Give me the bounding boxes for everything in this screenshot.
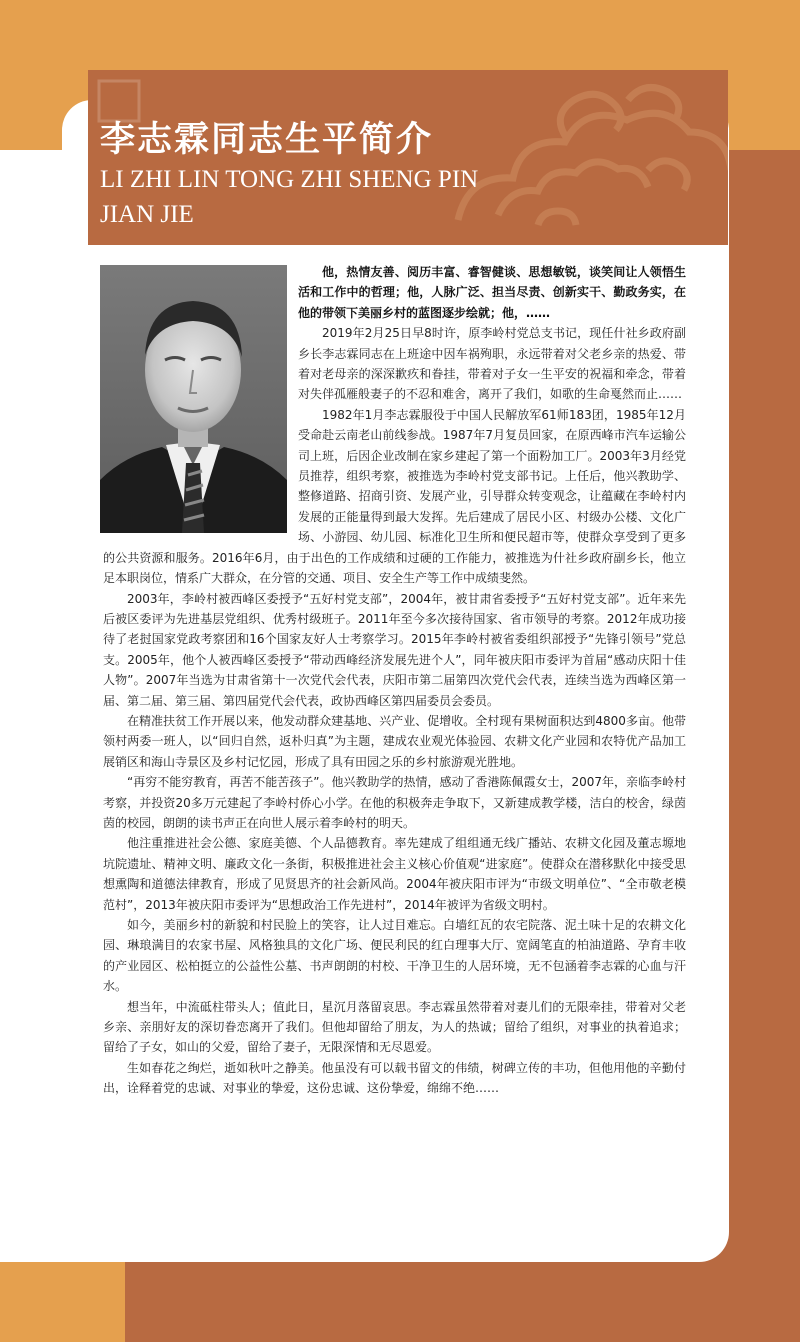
paragraph: 如今，美丽乡村的新貌和村民脸上的笑容，让人过目难忘。白墙红瓦的农宅院落、泥土味十足的农耕文化园、琳琅满目的农家书屋、风格独具的文化广场、便民利民的红白理事大厅、宽阔笔直的柏油道路、孕育丰收的产业园区、松柏挺立的公益性公墓、书声朗朗的村校、干净卫生的人居环境，无不包涵着李志霖的心血与汗水。 — [103, 918, 686, 994]
photo-wrap-space — [103, 262, 298, 532]
background-brown-right — [730, 150, 800, 1342]
paragraph: 他注重推进社会公德、家庭美德、个人品德教育。率先建成了组组通无线广播站、农耕文化园及董志塬地坑院遗址、精神文明、廉政文化一条街，积极推进社会主义核心价值观“进家庭”。使群众在潜移默化中接受思想熏陶和道德法律教育，形成了见贤思齐的社会新风尚。2004年被庆阳市评为“市级文明单位”、“全市敬老模范村”，2013年被庆阳市委评为“思想政治工作先进村”，2014年被评为省级文明村。 — [103, 836, 686, 912]
paragraph: 想当年，中流砥柱带头人；值此日，星沉月落留哀思。李志霖虽然带着对妻儿们的无限牵挂，带着对父老乡亲、亲朋好友的深切眷恋离开了我们。但他却留给了朋友，为人的热诚；留给了组织，对事业的执着追求；留给了子女，如山的父爱，留给了妻子，无限深情和无尽恩爱。 — [103, 999, 686, 1055]
intro-paragraph: 他，热情友善、阅历丰富、睿智健谈、思想敏锐，谈笑间让人领悟生活和工作中的哲理；他，人脉广泛、担当尽责、创新实干、勤政务实，在他的带领下美丽乡村的蓝图逐步绘就；他，…… — [298, 265, 686, 320]
page-title-pinyin: LI ZHI LIN TONG ZHI SHENG PIN JIAN JIE — [100, 166, 479, 228]
background-orange-bottom — [0, 1262, 125, 1342]
biography-article — [103, 262, 686, 1099]
paragraph: 2019年2月25日早8时许，原李岭村党总支书记，现任什社乡政府副乡长李志霖同志在上班途中因车祸殉职，永远带着对父老乡亲的热爱、带着对老母亲的深深歉疚和眷挂，带着对子女一生平安的祝福和牵念，带着对失伴孤雁般妻子的不忍和难舍，离开了我们，如歌的生命戛然而止…… — [298, 326, 686, 402]
paragraph: 生如春花之绚烂，逝如秋叶之静美。他虽没有可以载书留文的伟绩，树碑立传的丰功，但他用他的辛勤付出，诠释着党的忠诚、对事业的挚爱，这份忠诚、这份挚爱，绵绵不绝…… — [103, 1060, 686, 1096]
paragraph: 2003年，李岭村被西峰区委授予“五好村党支部”，2004年，被甘肃省委授予“五好村党支部”。近年来先后被区委评为先进基层党组织、优秀村级班子。2011年至今多次接待国家、省市领导的考察。2012年成功接待了老挝国家党政考察团和16个国家友好人士考察学习。2015年李岭村被省委组织部授予“先锋引领号”党总支。2005年，他个人被西峰区委授予“带动西峰经济发展先进个人”，同年被庆阳市委评为首届“感动庆阳十佳人物”。2007年当选为甘肃省第十一次党代会代表，庆阳市第二届第四次党代会代表，连续当选为西峰区第一届、第二届、第三届、第四届党代会代表，政协西峰区第四届委员会委员。 — [103, 591, 686, 708]
page-title: 李志霖同志生平简介 — [100, 120, 434, 160]
paragraph: 1982年1月李志霖服役于中国人民解放军61师183团，1985年12月受命赴云南老山前线参战。1987年7月复员回家，在原西峰市汽车运输公司上班，后因企业改制在家乡建起了第一个面粉加工厂。2003年3月经党员推荐，组织考察，被推选为李岭村党支部书记。上任后，他兴教助学、整修道路、招商引资、发展产业，引导群众转变观念，让蕴藏在李岭村内发展的正能量得到最大发挥。先后建成了居民小区、村级办公楼、文化广场、小游园、幼儿园、标准化卫生所和便民超市等，使群众享受到了更多的公共资源和服务。2016年6月，由于出色的工作成绩和过硬的工作能力，被推选为什社乡政府副乡长，他立足本职岗位，情系广大群众，在分管的交通、项目、安全生产等工作中成绩斐然。 — [103, 407, 686, 586]
paragraph: 在精准扶贫工作开展以来，他发动群众建基地、兴产业、促增收。全村现有果树面积达到4800多亩。他带领村两委一班人，以“回归自然，返朴归真”为主题，建成农业观光体验园、农耕文化产业园和农特优产品加工展销区和海山寺景区及乡村记忆园，形成了具有田园之乐的乡村旅游观光胜地。 — [103, 713, 686, 769]
paragraph: “再穷不能穷教育，再苦不能苦孩子”。他兴教助学的热情，感动了香港陈佩霞女士，2007年，亲临李岭村考察，并投资20多万元建起了李岭村侨心小学。在他的积极奔走争取下，又新建成教学楼，洁白的校舍，绿茵茵的校园，朗朗的读书声正在向世人展示着李岭村的明天。 — [103, 775, 686, 830]
